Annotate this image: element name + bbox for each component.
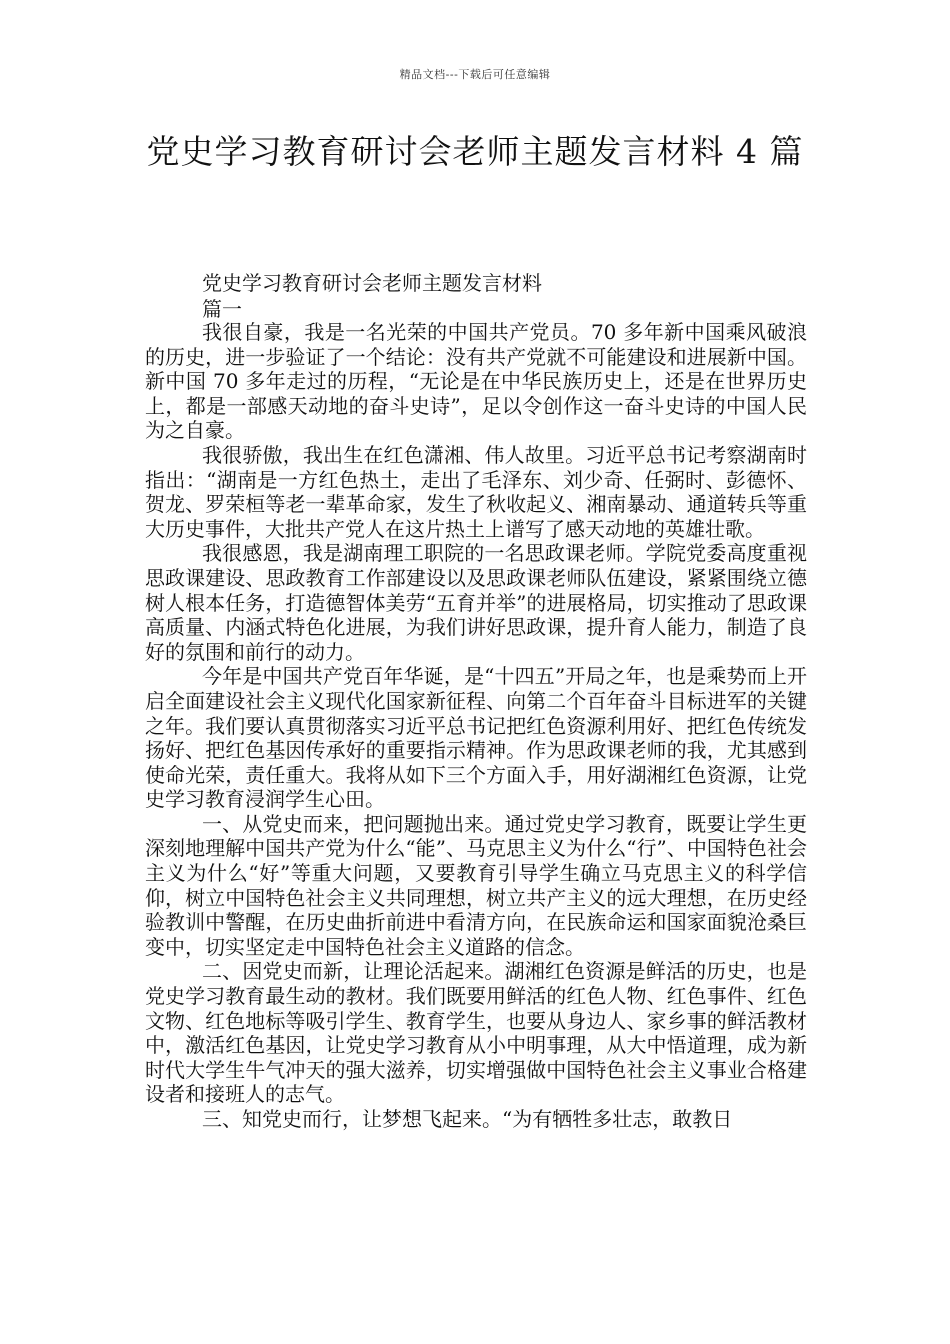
- section-label: 篇一: [202, 297, 242, 321]
- document-body: [145, 320, 807, 1132]
- paragraph: 二、因党史而新，让理论活起来。湖湘红色资源是鲜活的历史，也是党史学习教育最生动的教材。我们既要用鲜活的红色人物、红色事件、红色文物、红色地标等吸引学生、教育学生，也要从身边人、家乡事的鲜活教材中，激活红色基因，让党史学习教育从小中明事理，从大中悟道理，成为新时代大学生牛气冲天的强大滋养，切实增强做中国特色社会主义事业合格建设者和接班人的志气。: [145, 959, 807, 1107]
- paragraph: 三、知党史而行，让梦想飞起来。“为有牺牲多壮志，敢教日: [202, 1107, 733, 1131]
- paragraph: 一、从党史而来，把问题抛出来。通过党史学习教育，既要让学生更深刻地理解中国共产党为什么“能”、马克思主义为什么“行”、中国特色社会主义为什么“好”等重大问题，又要教育引导学生确立马克思主义的科学信仰，树立中国特色社会主义共同理想，树立共产主义的远大理想，在历史经验教训中警醒，在历史曲折前进中看清方向，在民族命运和国家面貌沧桑巨变中，切实坚定走中国特色社会主义道路的信念。: [145, 811, 807, 959]
- document-subtitle: 党史学习教育研讨会老师主题发言材料: [202, 271, 542, 295]
- paragraph: 我很自豪，我是一名光荣的中国共产党员。70 多年新中国乘风破浪的历史，进一步验证了一个结论：没有共产党就不可能建设和进展新中国。新中国 70 多年走过的历程，“无论是在中华民族历史上，还是在世界历史上，都是一部感天动地的奋斗史诗”，足以令创作这一奋斗史诗的中国人民为之自豪。: [145, 320, 807, 443]
- header-note: 精品文档---下载后可任意编辑: [399, 68, 551, 81]
- paragraph: 我很感恩，我是湖南理工职院的一名思政课老师。学院党委高度重视思政课建设、思政教育工作部建设以及思政课老师队伍建设，紧紧围绕立德树人根本任务，打造德智体美劳“五育并举”的进展格局，切实推动了思政课高质量、内涵式特色化进展，为我们讲好思政课，提升育人能力，制造了良好的氛围和前行的动力。: [145, 541, 807, 664]
- paragraph: 我很骄傲，我出生在红色潇湘、伟人故里。习近平总书记考察湖南时指出：“湖南是一方红色热土，走出了毛泽东、刘少奇、任弼时、彭德怀、贺龙、罗荣桓等老一辈革命家，发生了秋收起义、湘南暴动、通道转兵等重大历史事件，大批共产党人在这片热土上谱写了感天动地的英雄壮歌。: [145, 442, 807, 541]
- paragraph: 今年是中国共产党百年华诞，是“十四五”开局之年，也是乘势而上开启全面建设社会主义现代化国家新征程、向第二个百年奋斗目标进军的关键之年。我们要认真贯彻落实习近平总书记把红色资源利用好、把红色传统发扬好、把红色基因传承好的重要指示精神。作为思政课老师的我，尤其感到使命光荣，责任重大。我将从如下三个方面入手，用好湖湘红色资源，让党史学习教育浸润学生心田。: [145, 664, 807, 812]
- document-title: 党史学习教育研讨会老师主题发言材料 4 篇: [146, 132, 804, 171]
